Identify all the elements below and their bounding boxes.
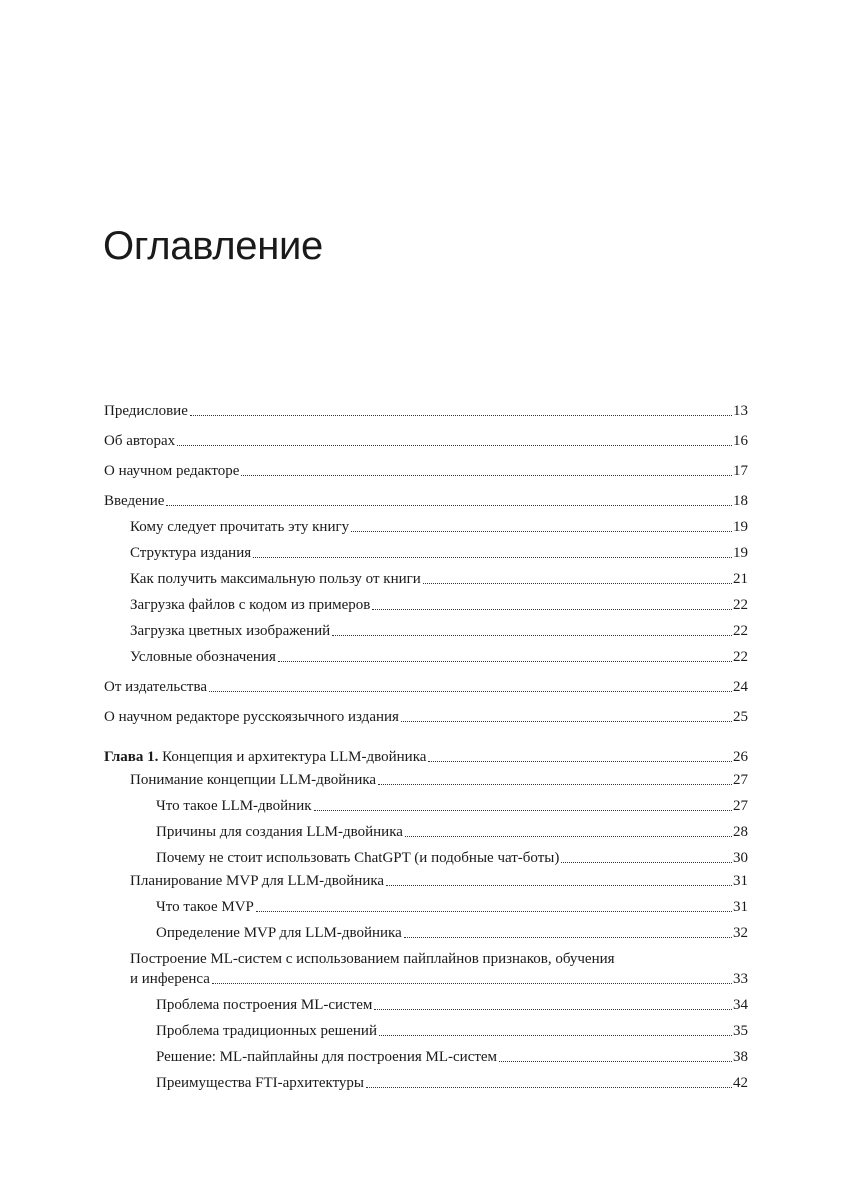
- toc-entry-page: 42: [733, 1075, 748, 1091]
- dot-leader: [166, 505, 732, 506]
- dot-leader: [386, 885, 732, 886]
- page-title: Оглавление: [103, 224, 324, 268]
- toc-entry[interactable]: [104, 569, 748, 589]
- toc-entry-title-continued: и инференса: [130, 971, 210, 987]
- dot-leader: [332, 635, 732, 636]
- toc-entry-page: 18: [733, 493, 748, 509]
- toc-entry[interactable]: [104, 461, 748, 481]
- dot-leader: [256, 911, 732, 912]
- toc-entry-page: 19: [733, 519, 748, 535]
- toc-entry[interactable]: [104, 822, 748, 842]
- toc-entry[interactable]: [104, 1047, 748, 1067]
- toc-entry-page: 24: [733, 679, 748, 695]
- toc-entry-page: 16: [733, 433, 748, 449]
- toc-entry[interactable]: [104, 995, 748, 1015]
- toc-entry-page: 34: [733, 997, 748, 1013]
- toc-entry-title: Что такое MVP: [156, 899, 254, 915]
- toc-entry-title: Кому следует прочитать эту книгу: [130, 519, 350, 535]
- toc-entry[interactable]: [104, 677, 748, 697]
- toc-entry[interactable]: [104, 949, 748, 989]
- toc-entry-page: 27: [733, 798, 748, 814]
- toc-entry-page: 33: [733, 971, 748, 987]
- toc-entry[interactable]: [104, 848, 748, 868]
- toc-entry[interactable]: [104, 431, 748, 451]
- toc-entry[interactable]: [104, 543, 748, 563]
- toc-entry[interactable]: [104, 871, 748, 891]
- dot-leader: [405, 836, 732, 837]
- toc-entry-title: Концепция и архитектура LLM-двойника: [162, 749, 427, 765]
- toc-entry-title: Проблема традиционных решений: [156, 1023, 377, 1039]
- toc-entry[interactable]: [104, 621, 748, 641]
- dot-leader: [378, 784, 732, 785]
- chapter-label: Глава 1.: [104, 749, 159, 765]
- toc-entry-page: 21: [733, 571, 748, 587]
- dot-leader: [379, 1035, 732, 1036]
- toc-entry-title: От издательства: [104, 679, 208, 695]
- toc-entry-title: О научном редакторе: [104, 463, 240, 479]
- toc-entry-page: 35: [733, 1023, 748, 1039]
- dot-leader: [372, 609, 732, 610]
- toc-entry-page: 19: [733, 545, 748, 561]
- toc-entry-title: Введение: [104, 493, 165, 509]
- toc-entry-page: 22: [733, 623, 748, 639]
- dot-leader: [404, 937, 732, 938]
- toc-entry[interactable]: [104, 1073, 748, 1093]
- toc-entry-page: 13: [733, 403, 748, 419]
- dot-leader: [241, 475, 732, 476]
- toc-entry-title: Построение ML-систем с использованием пайплайнов признаков, обучения: [130, 951, 615, 967]
- toc-entry-title: Об авторах: [104, 433, 176, 449]
- toc-entry-title: Преимущества FTI-архитектуры: [156, 1075, 365, 1091]
- dot-leader: [190, 415, 732, 416]
- toc-entry-title: Загрузка цветных изображений: [130, 623, 331, 639]
- dot-leader: [499, 1061, 732, 1062]
- toc-entry-page: 22: [733, 649, 748, 665]
- toc-entry-title: Причины для создания LLM-двойника: [156, 824, 403, 840]
- toc-entry-title: Условные обозначения: [130, 649, 276, 665]
- toc-entry-page: 22: [733, 597, 748, 613]
- dot-leader: [366, 1087, 732, 1088]
- toc-entry-title: Понимание концепции LLM-двойника: [130, 772, 377, 788]
- toc-entry-page: 31: [733, 899, 748, 915]
- dot-leader: [423, 583, 732, 584]
- dot-leader: [561, 862, 732, 863]
- dot-leader: [401, 721, 732, 722]
- dot-leader: [374, 1009, 732, 1010]
- dot-leader: [253, 557, 732, 558]
- toc-entry[interactable]: [104, 770, 748, 790]
- toc-entry[interactable]: [104, 747, 748, 767]
- toc-entry[interactable]: [104, 897, 748, 917]
- table-of-contents: [104, 401, 748, 1093]
- toc-entry[interactable]: [104, 1021, 748, 1041]
- toc-entry[interactable]: [104, 595, 748, 615]
- toc-entry-page: 30: [733, 850, 748, 866]
- toc-entry-title: Проблема построения ML-систем: [156, 997, 373, 1013]
- toc-entry-title: Предисловие: [104, 403, 188, 419]
- dot-leader: [212, 983, 732, 984]
- toc-entry-page: 26: [733, 749, 748, 765]
- toc-entry-title: Планирование MVP для LLM-двойника: [130, 873, 385, 889]
- toc-entry[interactable]: [104, 923, 748, 943]
- toc-entry-page: 28: [733, 824, 748, 840]
- toc-entry-title: Решение: ML-пайплайны для построения ML-систем: [156, 1049, 498, 1065]
- toc-entry[interactable]: [104, 796, 748, 816]
- dot-leader: [209, 691, 732, 692]
- toc-entry-page: 31: [733, 873, 748, 889]
- toc-entry-title: Определение MVP для LLM-двойника: [156, 925, 402, 941]
- toc-entry[interactable]: [104, 491, 748, 511]
- toc-entry[interactable]: [104, 517, 748, 537]
- toc-entry-title: О научном редакторе русскоязычного издания: [104, 709, 399, 725]
- toc-entry-page: 32: [733, 925, 748, 941]
- toc-entry-title: Как получить максимальную пользу от книги: [130, 571, 421, 587]
- dot-leader: [314, 810, 732, 811]
- dot-leader: [351, 531, 732, 532]
- dot-leader: [428, 761, 732, 762]
- toc-entry[interactable]: [104, 401, 748, 421]
- toc-entry-page: 38: [733, 1049, 748, 1065]
- toc-entry-title: Загрузка файлов с кодом из примеров: [130, 597, 371, 613]
- toc-entry-page: 25: [733, 709, 748, 725]
- dot-leader: [177, 445, 732, 446]
- dot-leader: [278, 661, 732, 662]
- toc-entry[interactable]: [104, 647, 748, 667]
- toc-entry-title: Структура издания: [130, 545, 252, 561]
- toc-entry-title: Что такое LLM-двойник: [156, 798, 312, 814]
- toc-entry[interactable]: [104, 707, 748, 727]
- toc-entry-title: Почему не стоит использовать ChatGPT (и подобные чат-боты): [156, 850, 560, 866]
- toc-entry-page: 17: [733, 463, 748, 479]
- toc-entry-page: 27: [733, 772, 748, 788]
